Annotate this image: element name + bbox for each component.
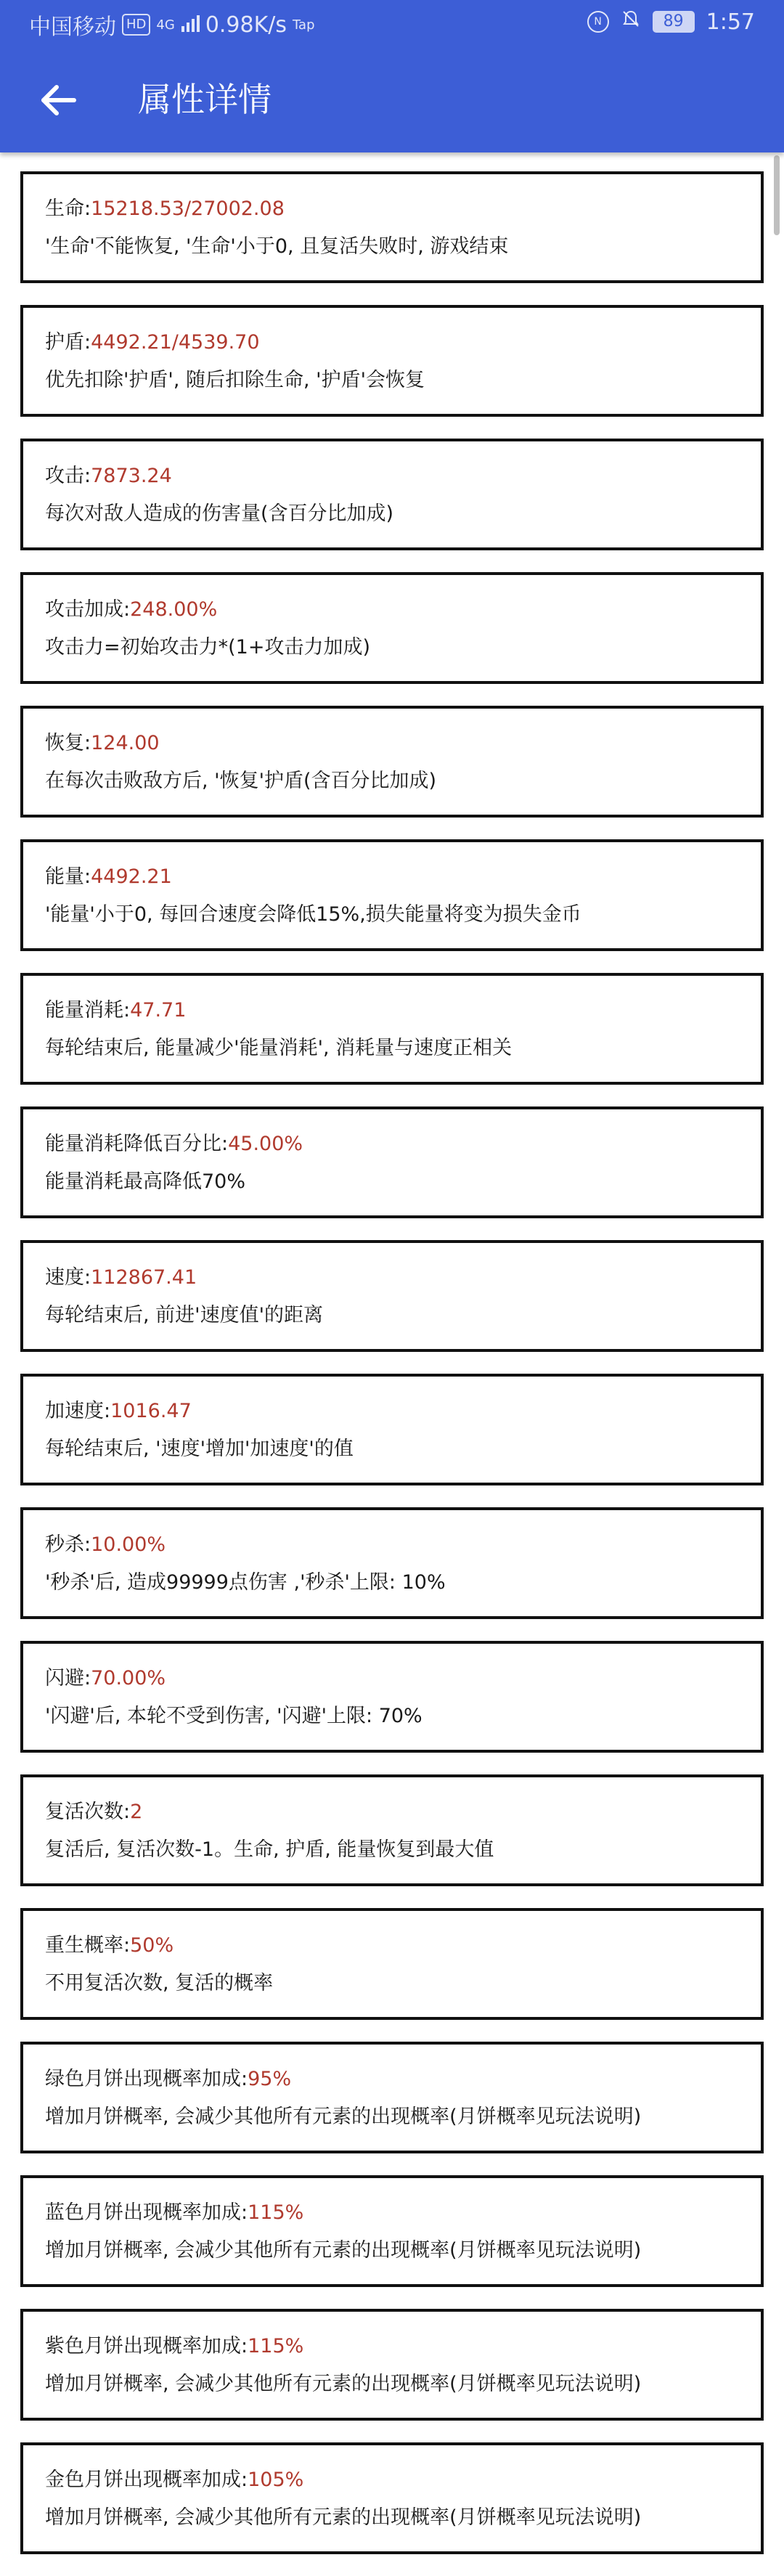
- attribute-name: 秒杀:: [45, 1533, 91, 1556]
- attribute-name: 复活次数:: [45, 1801, 131, 1823]
- attribute-value: 15218.53/27002.08: [91, 197, 285, 220]
- attribute-card: [20, 1240, 764, 1352]
- attribute-card: [20, 1507, 764, 1619]
- app-bar: [0, 0, 784, 152]
- attribute-name: 恢复:: [45, 732, 91, 754]
- attribute-card: [20, 1374, 764, 1485]
- arrow-left-icon: [39, 84, 77, 116]
- attribute-value: 45.00%: [228, 1133, 303, 1155]
- attribute-name: 护盾:: [45, 331, 91, 354]
- attribute-header: [45, 2334, 761, 2360]
- attribute-value: 2: [130, 1801, 143, 1823]
- battery-icon: 89: [653, 11, 695, 33]
- network-speed: 0.98K/s: [205, 12, 287, 38]
- attribute-header: [45, 864, 761, 890]
- tap-indicator: Tap: [293, 17, 315, 33]
- attribute-description: '生命'不能恢复, '生命'小于0, 且复活失败时, 游戏结束: [45, 235, 509, 258]
- attribute-value: 115%: [248, 2201, 304, 2224]
- attribute-description: '秒杀'后, 造成99999点伤害 ,'秒杀'上限: 10%: [45, 1571, 446, 1594]
- attribute-description: 增加月饼概率, 会减少其他所有元素的出现概率(月饼概率见玩法说明): [45, 2106, 642, 2128]
- attribute-name: 闪避:: [45, 1667, 91, 1690]
- attribute-card: [20, 2175, 764, 2287]
- attribute-header: [45, 463, 761, 489]
- attribute-header: [45, 1398, 761, 1424]
- attribute-description: 在每次击败敌方后, '恢复'护盾(含百分比加成): [45, 770, 437, 792]
- attribute-name: 加速度:: [45, 1400, 111, 1422]
- attribute-name: 速度:: [45, 1266, 91, 1289]
- attribute-card: [20, 439, 764, 550]
- attribute-card: [20, 2042, 764, 2153]
- attribute-card: [20, 2442, 764, 2554]
- toolbar: [0, 48, 784, 152]
- attribute-card: [20, 171, 764, 283]
- attribute-card: [20, 1908, 764, 2020]
- attribute-name: 绿色月饼出现概率加成:: [45, 2068, 248, 2090]
- attribute-header: [45, 2467, 761, 2493]
- attribute-value: 1016.47: [110, 1400, 192, 1422]
- attribute-name: 能量:: [45, 865, 91, 888]
- attribute-value: 7873.24: [91, 465, 172, 487]
- attribute-description: 攻击力=初始攻击力*(1+攻击力加成): [45, 636, 370, 659]
- attribute-card: [20, 1641, 764, 1753]
- signal-icon: [181, 12, 200, 38]
- attribute-header: [45, 1666, 761, 1692]
- attribute-card: [20, 572, 764, 684]
- attribute-card: [20, 305, 764, 417]
- scrollbar[interactable]: [774, 155, 780, 235]
- attribute-description: '能量'小于0, 每回合速度会降低15%,损失能量将变为损失金币: [45, 903, 581, 926]
- attribute-name: 攻击加成:: [45, 598, 131, 621]
- back-button[interactable]: [29, 73, 87, 128]
- attribute-header: [45, 597, 761, 623]
- attribute-name: 重生概率:: [45, 1934, 131, 1957]
- attribute-name: 蓝色月饼出现概率加成:: [45, 2201, 248, 2224]
- attribute-card: [20, 839, 764, 951]
- carrier-label: 中国移动: [29, 15, 116, 40]
- clock: 1:57: [706, 9, 755, 35]
- status-bar: [0, 0, 784, 48]
- attribute-value: 112867.41: [91, 1266, 197, 1289]
- attribute-header: [45, 1933, 761, 1959]
- data-saver-icon: N: [587, 11, 609, 33]
- attribute-value: 124.00: [91, 732, 160, 754]
- attribute-card: [20, 973, 764, 1085]
- attribute-value: 10.00%: [91, 1533, 166, 1556]
- attribute-description: 每轮结束后, 能量减少'能量消耗', 消耗量与速度正相关: [45, 1037, 513, 1059]
- attribute-card: [20, 1106, 764, 1218]
- attribute-header: [45, 2066, 761, 2092]
- attribute-value: 105%: [248, 2469, 304, 2491]
- page-title: 属性详情: [138, 80, 271, 119]
- attribute-description: 增加月饼概率, 会减少其他所有元素的出现概率(月饼概率见玩法说明): [45, 2239, 642, 2262]
- attribute-description: 增加月饼概率, 会减少其他所有元素的出现概率(月饼概率见玩法说明): [45, 2373, 642, 2395]
- attribute-description: 优先扣除'护盾', 随后扣除生命, '护盾'会恢复: [45, 369, 425, 391]
- attribute-description: 每轮结束后, '速度'增加'加速度'的值: [45, 1438, 354, 1460]
- attribute-header: [45, 196, 761, 222]
- mute-bell-icon: [621, 9, 641, 35]
- attribute-name: 生命:: [45, 197, 91, 220]
- attribute-value: 95%: [248, 2068, 292, 2090]
- attribute-description: '闪避'后, 本轮不受到伤害, '闪避'上限: 70%: [45, 1705, 422, 1727]
- attribute-list: [20, 171, 764, 2576]
- attribute-name: 能量消耗:: [45, 999, 131, 1022]
- attribute-description: 能量消耗最高降低70%: [45, 1170, 246, 1193]
- attribute-description: 不用复活次数, 复活的概率: [45, 1972, 274, 1994]
- attribute-name: 金色月饼出现概率加成:: [45, 2469, 248, 2491]
- attribute-header: [45, 330, 761, 356]
- attribute-description: 每轮结束后, 前进'速度值'的距离: [45, 1304, 324, 1326]
- attribute-value: 47.71: [130, 999, 187, 1022]
- attribute-value: 115%: [248, 2335, 304, 2357]
- attribute-description: 增加月饼概率, 会减少其他所有元素的出现概率(月饼概率见玩法说明): [45, 2506, 642, 2529]
- attribute-header: [45, 2200, 761, 2226]
- attribute-name: 能量消耗降低百分比:: [45, 1133, 229, 1155]
- attribute-header: [45, 1799, 761, 1825]
- attribute-name: 攻击:: [45, 465, 91, 487]
- attribute-card: [20, 706, 764, 818]
- attribute-description: 每次对敌人造成的伤害量(含百分比加成): [45, 502, 394, 525]
- attribute-value: 4492.21: [91, 865, 172, 888]
- network-type: 4G: [156, 17, 175, 33]
- attribute-card: [20, 2309, 764, 2421]
- attribute-value: 50%: [130, 1934, 174, 1957]
- attribute-header: [45, 730, 761, 757]
- attribute-value: 248.00%: [130, 598, 218, 621]
- attribute-name: 紫色月饼出现概率加成:: [45, 2335, 248, 2357]
- hd-badge: HD: [122, 14, 150, 36]
- attribute-value: 4492.21/4539.70: [91, 331, 260, 354]
- attribute-header: [45, 1265, 761, 1291]
- attribute-header: [45, 1131, 761, 1157]
- attribute-header: [45, 1532, 761, 1558]
- attribute-description: 复活后, 复活次数-1。生命, 护盾, 能量恢复到最大值: [45, 1838, 494, 1861]
- attribute-value: 70.00%: [91, 1667, 166, 1690]
- attribute-header: [45, 998, 761, 1024]
- attribute-card: [20, 1774, 764, 1886]
